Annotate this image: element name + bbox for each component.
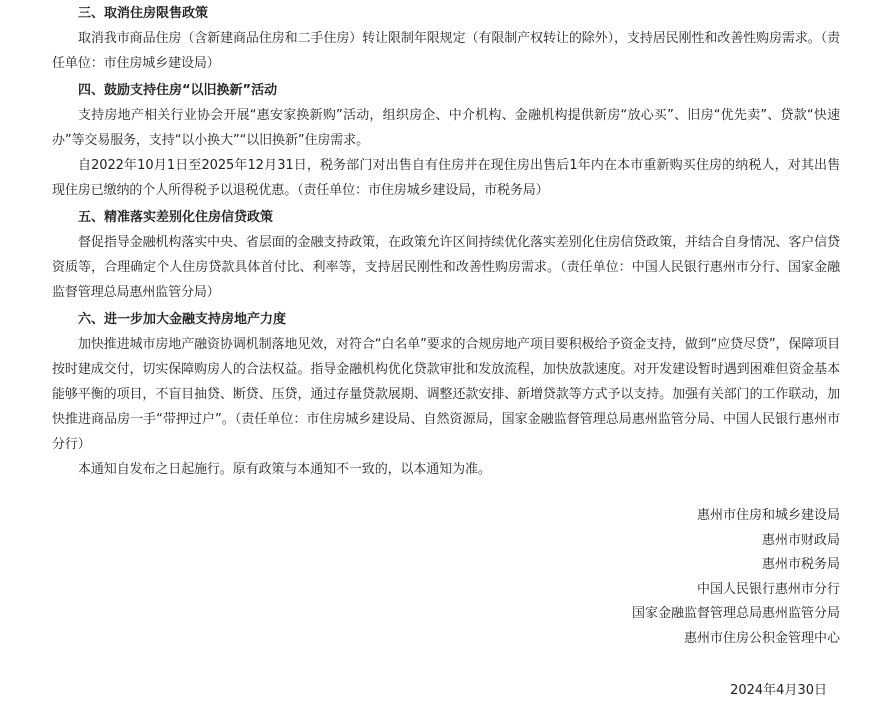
signer-pboc-branch: 中国人民银行惠州市分行: [696, 581, 840, 597]
section-heading: 五、精准落实差别化住房信贷政策: [78, 210, 274, 225]
signer-nfra-branch: 国家金融监督管理总局惠州监管分局: [631, 606, 840, 622]
section-paragraph: 督促指导金融机构落实中央、省层面的金融支持政策，在政策允许区间持续优化落实差别化住房信贷政策，并结合自身情况、客户信贷资质等，合理确定个人住房贷款具体首付比、利率等，支持居民刚性和改善性购房需求。（责任单位：中国人民银行惠州市分行、国家金融监督管理总局惠州监管分局）: [52, 235, 840, 300]
document-body: [52, 0, 840, 482]
section-heading: 六、进一步加大金融支持房地产力度: [78, 312, 287, 327]
issue-date: 2024年4月30日: [730, 683, 827, 698]
section-paragraph: 取消我市商品住房（含新建商品住房和二手住房）转让限制年限规定（有限制产权转让的除外），支持居民刚性和改善性购房需求。（责任单位：市住房城乡建设局）: [52, 31, 840, 71]
signer-tax-bureau: 惠州市税务局: [761, 557, 840, 573]
section-paragraph: 自2022年10月1日至2025年12月31日，税务部门对出售自有住房并在现住房出售后1年内在本市重新购买住房的纳税人，对其出售现住房已缴纳的个人所得税予以退税优惠。（责任单位：市住房城乡建设局，市税务局）: [52, 158, 840, 198]
closing-paragraph: 本通知自发布之日起施行。原有政策与本通知不一致的，以本通知为准。: [78, 462, 491, 477]
section-paragraph: 支持房地产相关行业协会开展“惠安家换新购”活动，组织房企、中介机构、金融机构提供新房“放心买”、旧房“优先卖”、贷款“快速办”等交易服务，支持“以小换大”“以旧换新”住房需求。: [52, 108, 840, 148]
signer-provident-fund-center: 惠州市住房公积金管理中心: [683, 630, 840, 646]
section-paragraph: 加快推进城市房地产融资协调机制落地见效，对符合“白名单”要求的合规房地产项目要积极给予资金支持，做到“应贷尽贷”，保障项目按时建成交付，切实保障购房人的合法权益。指导金融机构优化贷款审批和发放流程，加快放款速度。对开发建设暂时遇到困难但资金基本能够平衡的项目，不盲目抽贷、断贷、压贷，通过存量贷款展期、调整还款安排、新增贷款等方式予以支持。加强有关部门的工作联动，加快推进商品房一手“带押过户”。（责任单位：市住房城乡建设局、自然资源局，国家金融监督管理总局惠州监管分局、中国人民银行惠州市分行）: [52, 337, 840, 452]
signer-housing-bureau: 惠州市住房和城乡建设局: [696, 508, 840, 523]
section-heading: 三、取消住房限售政策: [78, 6, 209, 21]
section-heading: 四、鼓励支持住房“以旧换新”活动: [78, 83, 278, 98]
signer-finance-bureau: 惠州市财政局: [761, 532, 840, 548]
signer-list: [632, 504, 840, 652]
